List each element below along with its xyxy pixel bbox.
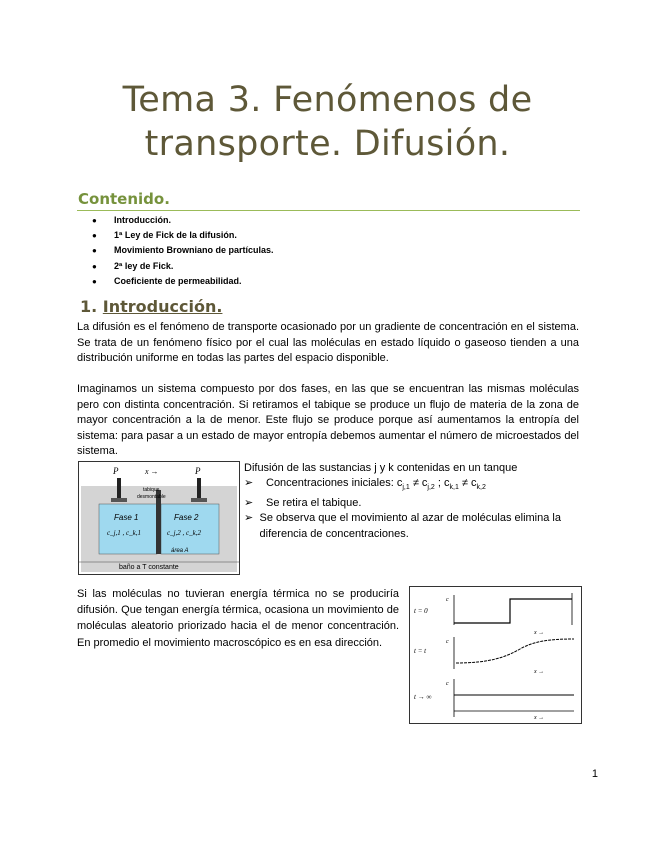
profile-t0 bbox=[454, 599, 572, 623]
conc-subscript: j,1 bbox=[402, 484, 410, 492]
c-axis-label: c bbox=[446, 639, 449, 645]
x-arrow-label: x → bbox=[534, 669, 545, 675]
conc-subscript: k,2 bbox=[476, 484, 486, 492]
caption-bullet-text: Se observa que el movimiento al azar de moléculas elimina la diferencia de concentraciones. bbox=[259, 512, 561, 540]
bullet-icon: ● bbox=[92, 231, 97, 241]
contents-item-label: Coeficiente de permeabilidad. bbox=[114, 275, 242, 286]
row-label-tinf: t → ∞ bbox=[414, 693, 432, 701]
contents-item[interactable] bbox=[92, 259, 274, 274]
paragraph-definition: La difusión es el fenómeno de transporte ocasionado por un gradiente de concentración en el sistema. Se trata de un fenómeno físico por el cual las moléculas en estado líquido o gaseoso tienden a una distribución uniforme en todas las partes del espacio disponible. bbox=[77, 321, 579, 365]
section-number: 1. bbox=[80, 297, 98, 316]
phase-2-concentrations: c_j,2 , c_k,2 bbox=[167, 529, 202, 537]
concentration-profile-chart bbox=[409, 586, 582, 724]
pressure-left-label: P bbox=[113, 466, 119, 476]
phase-1-label: Fase 1 bbox=[114, 513, 139, 522]
paragraph-thermal-energy: Si las moléculas no tuvieran energía térmica no se produciría difusión. Que tengan energía térmica, ocasiona un movimiento de moléculas aleatorio priorizado hacia el de menor concentración. En promedio el movimiento macroscópico es en esa dirección. bbox=[77, 588, 399, 649]
row-label-t0: t = 0 bbox=[414, 607, 428, 615]
conc-symbol: c bbox=[396, 477, 403, 490]
caption-bullet bbox=[244, 476, 580, 496]
separator: ; c bbox=[434, 477, 450, 490]
concentration-prefix: Concentraciones iniciales: bbox=[266, 477, 394, 490]
conc-subscript: k,1 bbox=[449, 484, 459, 492]
bullet-icon: ● bbox=[92, 246, 97, 256]
arrow-bullet-icon: ➢ bbox=[244, 477, 254, 490]
contents-divider bbox=[77, 210, 580, 211]
diffusion-tank-figure bbox=[78, 461, 240, 575]
c-axis-label: c bbox=[446, 681, 449, 687]
contents-item[interactable] bbox=[92, 228, 274, 243]
partition-label: tabique bbox=[143, 487, 160, 493]
contents-item[interactable] bbox=[92, 213, 274, 228]
section-title: Introducción. bbox=[102, 297, 223, 316]
profile-tt bbox=[456, 639, 574, 663]
caption-title: Difusión de las sustancias j y k contenidas en un tanque bbox=[244, 462, 518, 474]
arrow-bullet-icon: ➢ bbox=[244, 497, 254, 509]
partition-label-2: desmontable bbox=[137, 494, 166, 500]
caption-bullet bbox=[244, 496, 580, 511]
neq-symbol: ≠ c bbox=[409, 477, 428, 490]
tank-illustration bbox=[79, 462, 239, 574]
phase-2-label: Fase 2 bbox=[174, 513, 199, 522]
bullet-icon: ● bbox=[92, 216, 97, 225]
contents-item-label: 1ª Ley de Fick de la difusión. bbox=[114, 230, 237, 241]
contents-list bbox=[92, 213, 274, 289]
x-axis-label: x → bbox=[145, 467, 159, 476]
title-line-2: transporte. Difusión. bbox=[144, 124, 511, 164]
area-label: área A bbox=[171, 548, 189, 554]
title-line-1: Tema 3. Fenómenos de bbox=[122, 80, 533, 120]
arrow-bullet-icon: ➢ bbox=[244, 512, 254, 525]
neq-symbol: ≠ c bbox=[458, 477, 477, 490]
contents-heading: Contenido. bbox=[78, 190, 170, 208]
phase-1-concentrations: c_j,1 , c_k,1 bbox=[107, 529, 142, 537]
contents-item-label: 2ª ley de Fick. bbox=[114, 260, 174, 271]
paragraph-system: Imaginamos un sistema compuesto por dos fases, en las que se encuentran las mismas moléculas pero con distinta concentración. Si retiramos el tabique se produce un flujo de materia de la zona de mayor concentración a la de menor. Este flujo se produce porque así aumentamos la entropía del sistema: para pasar a un estado de mayor entropía debemos aumentar el número de microestados del sistema. bbox=[77, 383, 579, 458]
pressure-right-label: P bbox=[195, 466, 201, 476]
caption-bullet-text bbox=[266, 476, 486, 496]
section-heading-introduccion bbox=[80, 297, 222, 316]
x-arrow-label: x → bbox=[534, 630, 545, 636]
bath-label: baño a T constante bbox=[119, 564, 179, 571]
conc-subscript: j,2 bbox=[427, 484, 435, 492]
contents-item-label: Movimiento Browniano de partículas. bbox=[114, 245, 274, 256]
bullet-icon: ● bbox=[92, 276, 97, 286]
x-arrow-label: x → bbox=[534, 715, 545, 721]
bullet-icon: ● bbox=[92, 261, 97, 271]
contents-item-label: Introducción. bbox=[114, 215, 171, 225]
c-axis-label: c bbox=[446, 597, 449, 603]
page-number: 1 bbox=[591, 768, 598, 780]
row-label-tt: t = t bbox=[414, 647, 427, 655]
document-title bbox=[60, 78, 595, 166]
concentration-profile-svg bbox=[410, 587, 581, 723]
figure-caption bbox=[244, 461, 580, 542]
contents-item[interactable] bbox=[92, 243, 274, 258]
contents-item[interactable] bbox=[92, 274, 274, 289]
caption-bullet-text: Se retira el tabique. bbox=[266, 497, 362, 509]
caption-bullet bbox=[244, 511, 580, 542]
